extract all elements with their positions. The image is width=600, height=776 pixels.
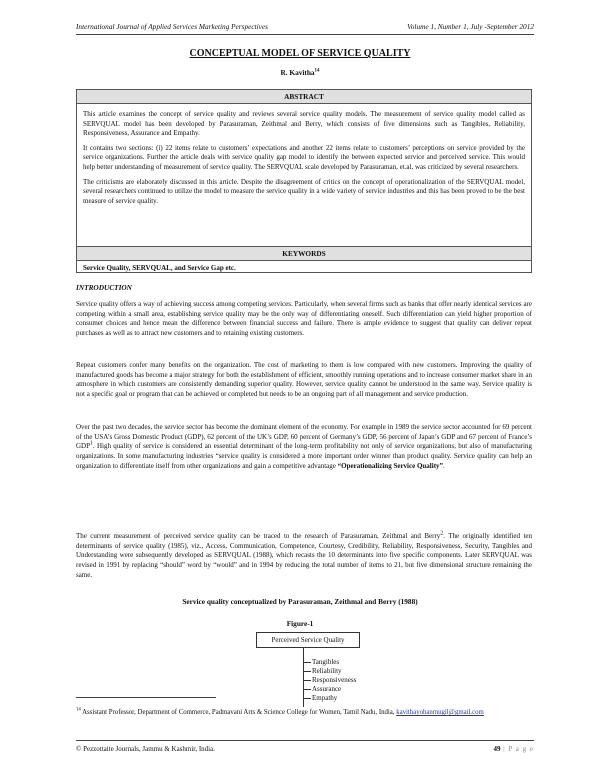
- abstract-paragraph: It contains two sections: (i) 22 items relate to customers’ expectations and another 22 items relate to customers’ perceptions on service provided by the service organizations. Further the article deals with service quality gap model to identify the between expected service and perceived service. This would help better understanding of measurement of service quality. The SERVQUAL scale developed by Parasuraman, et.al, was criticized by several researchers.: [83, 143, 525, 171]
- intro-p3-text: Over the past two decades, the service sector has become the dominant element of the economy. For example in 1989 the service sector accounted for 69 percent of the USA’s Gross Domestic Product (GDP), 62 percent of the UK’s GDP, 60 percent of Germany’s GDP, 56 percent of Japan’s GDP and 67 percent of France’s GDP: [76, 423, 532, 451]
- intro-paragraph-1: Service quality offers a way of achieving success among competing services. Particularly, when several firms such as banks that offer nearly identical services are competing within a small area, establishing service quality may be the only way of differentiating oneself. Such differentiation can yield higher proportion of consumer choices and hence mean the difference between financial success and failure. There is ample evidence to suggest that quality can deliver repeat purchases as well as to attract new customers and to retaining existing customers.: [76, 300, 532, 338]
- intro-p3-text: . High quality of service is considered an essential determinant of the long-term profitability not only of service organizations, but also of manufacturing organizations. In some manufacturing industries “service quality is considered a more important order winner than product quality. Service quality can help an organization to differentiate itself from other organizations and gain a competitive advantage: [76, 442, 532, 470]
- footer-rule: [76, 740, 534, 741]
- abstract-body: [77, 104, 531, 246]
- volume-info: Volume 1, Number 1, July -September 2012: [407, 22, 534, 31]
- intro-p4-text: . The originally identified ten determinants of service quality (1985), viz., Access, Communication, Competence, Courtesy, Credibility, Reliability, Responsiveness, Security, Tangibles and Understanding were subsequently developed as SERVQUAL (1988), which recasts the 10 determinants into five specific components. Later SERVQUAL was revised in 1991 by replacing “should” word by “would” and in 1994 by reducing the total number of items to 21, but five dimensional structure remaining the same.: [76, 532, 532, 579]
- abstract-paragraph: This article examines the concept of service quality and reviews several service quality models. The measurement of service quality model called as SERVQUAL model has been developed by Parasuraman, Zeithmal and Berry, which consists of five dimensions such as Tangibles, Reliability, Responsiveness, Assurance and Empathy.: [83, 110, 525, 138]
- connector-tick: [303, 680, 311, 681]
- footnote-text: Assistant Professor, Department of Commerce, Padmavani Arts & Science College for Women, Tamil Nadu, India,: [82, 709, 395, 716]
- author-email-link[interactable]: kavithayohanmugil@gmail.com: [396, 709, 484, 716]
- running-header: [76, 22, 534, 31]
- figure-dimension: [303, 667, 342, 676]
- abstract-heading: ABSTRACT: [77, 90, 531, 104]
- page-separator: |: [500, 745, 509, 753]
- author-footnote-mark: 14: [314, 68, 320, 74]
- figure-dimension: [303, 685, 341, 694]
- header-rule: [76, 34, 534, 35]
- connector-tick: [303, 698, 311, 699]
- keywords-heading: KEYWORDS: [77, 246, 531, 261]
- figure-root-box: Perceived Service Quality: [256, 632, 360, 648]
- figure-dimension: [303, 676, 356, 685]
- page-footer: [76, 745, 534, 753]
- author-name: R. Kavitha: [280, 68, 315, 77]
- figure-label: Figure-1: [286, 619, 314, 628]
- dimension-label: Tangibles: [312, 658, 340, 666]
- dimension-label: Empathy: [312, 694, 338, 702]
- abstract-paragraph: The criticisms are elaborately discussed in this article. Despite the disagreement of critics on the concept of operationalization of the SERVQUAL model, several researchers continued to utilize the model to measure the service quality in a wide variety of service industries and this has been proved to be the best measure of service quality.: [83, 177, 525, 205]
- citation-mark: 2: [440, 530, 444, 537]
- intro-p3-emphasis: “Operationalizing Service Quality”: [337, 461, 444, 470]
- page-number: 49: [493, 745, 501, 753]
- connector-tick: [303, 671, 311, 672]
- author-line: [0, 68, 600, 77]
- page-indicator: [493, 745, 534, 753]
- dimension-label: Assurance: [312, 685, 342, 693]
- figure-caption: Service quality conceptualized by Parasuraman, Zeithmal and Berry (1988): [182, 597, 418, 606]
- figure-dimension: [303, 694, 337, 703]
- intro-paragraph-2: Repeat customers confer many benefits on the organization. The cost of marketing to them is low compared with new customers. Improving the quality of manufactured goods has become a major strategy for both the establishment of efficient, smoothly running operations and to increase consumer market share in an atmosphere in which customers are consistently demanding superior quality. However, service quality cannot be understood in the same way. Service quality is not a specific goal or program that can be achieved or completed but needs to be an ongoing part of all management and service production.: [76, 361, 532, 399]
- dimension-label: Reliability: [312, 667, 342, 675]
- article-title: CONCEPTUAL MODEL OF SERVICE QUALITY: [189, 48, 411, 59]
- figure-dimension: [303, 658, 339, 667]
- intro-p4-text: The current measurement of perceived service quality can be traced to the research of Parasuraman, Zeithmal and Berry: [76, 532, 441, 540]
- connector-tick: [303, 689, 311, 690]
- journal-name: International Journal of Applied Services Marketing Perspectives: [76, 22, 268, 31]
- copyright-text: © Pezzottaite Journals, Jammu & Kashmir, India.: [76, 745, 215, 753]
- intro-paragraph-3: [76, 423, 532, 472]
- connector-tick: [303, 662, 311, 663]
- citation-mark: 1: [90, 441, 93, 448]
- dimension-label: Responsiveness: [312, 676, 357, 684]
- abstract-box: [76, 89, 532, 273]
- intro-paragraph-4: [76, 532, 532, 581]
- introduction-heading: INTRODUCTION: [76, 283, 132, 292]
- intro-p3-text: .: [443, 461, 445, 470]
- footnote: [76, 708, 532, 718]
- keywords-text: Service Quality, SERVQUAL, and Service Gap etc.: [83, 264, 236, 272]
- page-label: P a g e: [508, 745, 534, 753]
- footnote-mark: 14: [76, 707, 81, 713]
- footnote-rule: [76, 697, 216, 698]
